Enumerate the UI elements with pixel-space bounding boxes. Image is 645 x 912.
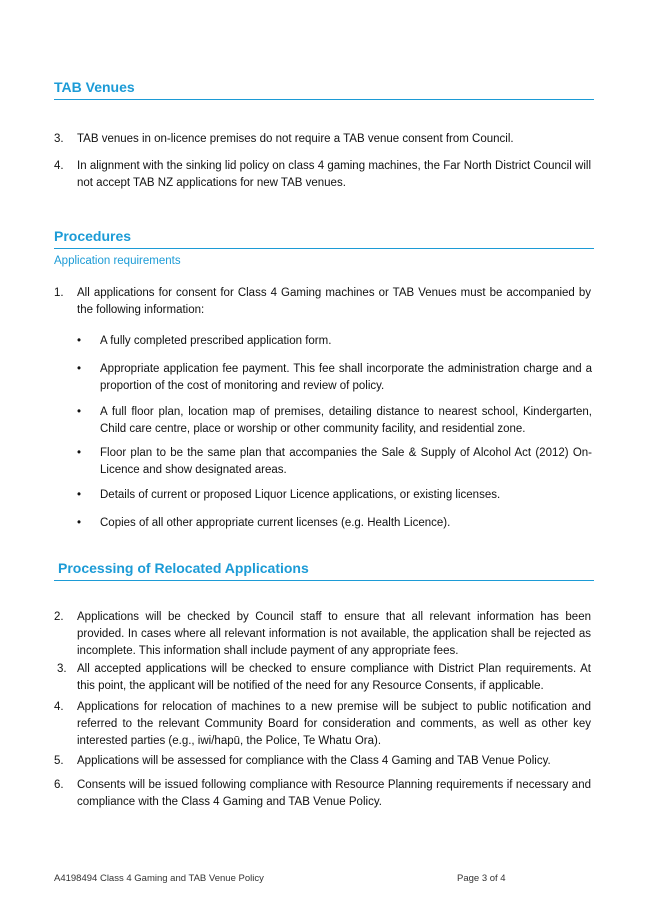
procedures-heading: Procedures [54, 227, 594, 249]
tab-item-number: 4. [54, 160, 64, 172]
requirement-bullet: Appropriate application fee payment. This fee shall incorporate the administration charge and a proportion of the cost of monitoring and review of policy. [100, 363, 592, 392]
bullet-icon: • [77, 517, 82, 529]
relocated-item-text: Applications will be assessed for compliance with the Class 4 Gaming and TAB Venue Policy. [77, 755, 551, 767]
relocated-item-text: Applications for relocation of machines to a new premise will be subject to public notification and referred to the relevant Community Board for consideration and comments, as well as other key interested parties (e.g., iwi/hapū, the Police, Te Whatu Ora). [77, 701, 591, 747]
bullet-icon: • [77, 489, 82, 501]
relocated-item-number: 6. [54, 779, 64, 791]
relocated-applications-heading: Processing of Relocated Applications [54, 559, 594, 581]
bullet-icon: • [77, 335, 82, 347]
relocated-item-number: 3. [57, 663, 67, 675]
relocated-item-text: All accepted applications will be checked to ensure compliance with District Plan requirements. At this point, the applicant will be notified of the need for any Resource Consents, if applicable. [77, 663, 591, 692]
relocated-item-text: Consents will be issued following compliance with Resource Planning requirements if necessary and compliance with the Class 4 Gaming and TAB Venue Policy. [77, 779, 591, 808]
requirement-bullet: A full floor plan, location map of premises, detailing distance to nearest school, Kindergarten, Child care centre, place or worship or other community facility, and residential zone. [100, 406, 592, 435]
bullet-icon: • [77, 447, 82, 459]
relocated-item-text: Applications will be checked by Council staff to ensure that all relevant information has been provided. In cases where all relevant information is not available, the application shall be rejected as incomplete. This information shall include payment of any appropriate fees. [77, 611, 591, 657]
tab-item-text: TAB venues in on-licence premises do not require a TAB venue consent from Council. [77, 133, 514, 145]
requirement-bullet: Copies of all other appropriate current licenses (e.g. Health Licence). [100, 517, 451, 529]
procedure-item-number: 1. [54, 287, 64, 299]
relocated-item-number: 5. [54, 755, 64, 767]
procedure-item-text: All applications for consent for Class 4 Gaming machines or TAB Venues must be accompanied by the following information: [77, 287, 591, 316]
requirement-bullet: Floor plan to be the same plan that accompanies the Sale & Supply of Alcohol Act (2012) On-Licence and show designated areas. [100, 447, 592, 476]
application-requirements-subheading: Application requirements [54, 255, 181, 267]
requirement-bullet: Details of current or proposed Liquor Licence applications, or existing licenses. [100, 489, 501, 501]
bullet-icon: • [77, 406, 82, 418]
bullet-icon: • [77, 363, 82, 375]
footer-document-reference: A4198494 Class 4 Gaming and TAB Venue Policy [54, 873, 264, 884]
relocated-item-number: 4. [54, 701, 64, 713]
tab-item-text: In alignment with the sinking lid policy on class 4 gaming machines, the Far North District Council will not accept TAB NZ applications for new TAB venues. [77, 160, 591, 189]
relocated-item-number: 2. [54, 611, 64, 623]
tab-item-number: 3. [54, 133, 64, 145]
tab-venues-heading: TAB Venues [54, 78, 594, 100]
footer-page-number: Page 3 of 4 [457, 873, 506, 884]
requirement-bullet: A fully completed prescribed application form. [100, 335, 332, 347]
